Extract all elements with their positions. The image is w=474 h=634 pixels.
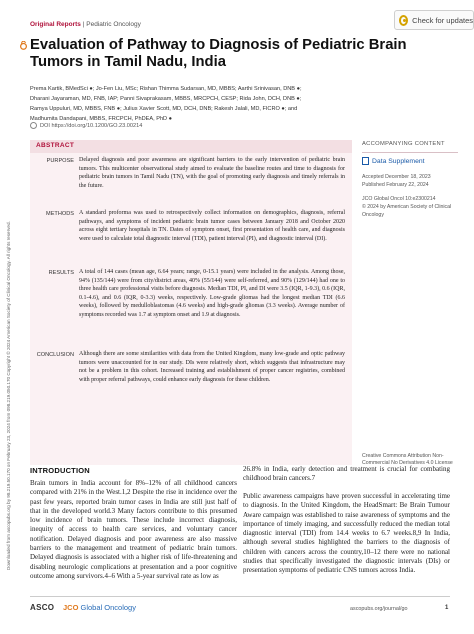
data-supplement-link[interactable] (362, 157, 425, 165)
journal-url[interactable]: ascopubs.org/journal/go (350, 606, 408, 612)
document-icon (362, 157, 369, 165)
results-text: A total of 144 cases (mean age, 6.64 years; range, 0-15.1 years) were included in the analysis. Among those, 94% (135/144) were from city/district areas, 40% (55/144) were self-referred, and 90% (129/144) had one to three health care professional visits before diagnosis. Median TDI, PI, and DI were 3.5 (IQR, 1-9.3), 0.6 (IQR, 0.1-4.6), and 0.6 (IQR, 0-3.3) weeks, respectively. Low-grade gliomas had the longest median TDI (6.6 weeks), followed by medulloblastomas (4.6 weeks) and high-grade gliomas (3.3 weeks). Average number of symptoms recorded was 1.7 at symptom onset and 1.9 at diagnosis. (79, 269, 345, 318)
data-supplement-label: Data Supplement (372, 157, 425, 165)
category-separator: | (82, 21, 85, 28)
license-text: Creative Commons Attribution Non-Commercial No Derivatives 4.0 License (362, 453, 453, 466)
author-line: Ramya Uppuluri, MD, MBBS, FNB ●; Julius Xavier Scott, MD, DCH, DNB; Rakesh Jalali, MD, FICRO ●; and (30, 106, 298, 112)
introduction-heading: INTRODUCTION (30, 466, 90, 475)
crossmark-icon (399, 15, 408, 26)
category-label[interactable]: Original Reports (30, 21, 81, 28)
methods-text: A standard proforma was used to retrospectively collect information on demographics, diagnosis, referral pathways, and symptoms of incident pediatric brain tumor cases between January 2018 and October 2020 across eight tertiary hospitals in TN. Dates of symptom onset, first presentation of health care, and diagnosis were used to calculate total diagnostic interval (TDI), patient interval (PI), and diagnostic interval (DI). (79, 210, 345, 242)
body-right-paragraph-1: 26.8% in India, early detection and treatment is crucial for combating childhood brain cancers.7 (243, 465, 450, 483)
check-for-updates-label: Check for updates (412, 15, 473, 25)
conclusion-label: CONCLUSION (36, 352, 74, 358)
divider (362, 152, 458, 153)
download-notice (6, 170, 20, 570)
purpose-text: Delayed diagnosis and poor awareness are significant barriers to the early intervention of pediatric brain tumors. This multicenter observational study aimed to evaluate the baseline routes and time to diagnosis for pediatric brain tumors in Tamil Nadu (TN), with the goal of promoting early diagnosis and timely referrals in the future. (79, 157, 345, 189)
article-category (30, 21, 141, 28)
results-label: RESULTS (48, 270, 74, 276)
body-left-column: Brain tumors in India account for 8%–12% of all childhood cancers compared with 21% in the West.1,2 Despite the rise in incidence over the past few years, reported brain tumor cases in India are still just half of that in the developed world.3 Many factors contribute to this presumed low incidence of brain tumors. These include incorrect diagnosis, inequity of access to health care services, and voluntary cancer notification. Delayed diagnosis and poor awareness are also massive barriers to the management and treatment of pediatric brain tumors. Delayed diagnosis is associated with a higher risk of life-threatening and disabling neurologic complications at presentation and a poor cognitive outcome among survivors.4–6 With a 5-year survival rate as low as (30, 479, 237, 580)
author-line: Dharani Jayaraman, MD, FNB, IAP; Panni Sivaprakasam, MBBS, MRCPCH, CESP; Rida John, DCH, DNB ●; (30, 96, 302, 102)
jco-logo-suffix: Global Oncology (80, 603, 136, 612)
accompanying-content-label: ACCOMPANYING CONTENT (362, 141, 445, 147)
check-for-updates-button[interactable] (394, 10, 474, 30)
purpose-label: PURPOSE (46, 158, 74, 164)
copyright-notice: © 2024 by American Society of Clinical Oncology (362, 204, 452, 218)
page-number: 1 (445, 605, 449, 611)
journal-citation: JCO Global Oncol 10:e2300214 (362, 196, 436, 202)
doi-icon (30, 122, 37, 129)
author-line: Prema Kartik, BMedSci ●; Jo-Fen Liu, MSc; Rishan Thimma Sudarsan, MD, MBBS; Aarthi Srinivasan, DNB ●; (30, 86, 302, 92)
doi-link[interactable] (30, 122, 142, 129)
author-line: Madhumita Dandapani, MBBS, FRCPCH, PhDEA, PhD ● (30, 116, 173, 122)
doi-text: DOI https://doi.org/10.1200/GO.23.00214 (40, 122, 143, 129)
jco-logo-prefix: JCO (63, 603, 79, 612)
asco-logo: ASCO (30, 603, 55, 612)
methods-label: METHODS (46, 211, 74, 217)
subcategory-label[interactable]: Pediatric Oncology (86, 21, 141, 28)
footer-divider (30, 596, 450, 597)
abstract-heading: ABSTRACT (36, 142, 75, 149)
published-date: Published February 22, 2024 (362, 182, 429, 188)
accepted-date: Accepted December 18, 2023 (362, 174, 431, 180)
conclusion-text: Although there are some similarities with data from the United Kingdom, many low-grade and optic pathway tumors were unaccounted for in our study. DIs were relatively short, which suggests that infrastructure may not be a problem in this cohort. Increased training and establishment of proper cancer registries, combined with proper referral pathways, could enhance early diagnosis for these children. (79, 351, 345, 383)
body-right-paragraph-2: Public awareness campaigns have proven successful in accelerating time to diagnosis. In the United Kingdom, the HeadSmart: Be Brain Tumour Aware campaign was established to raise awareness of symptoms and the importance of timely imaging, and successfully reduced the median total diagnostic interval (TDI) from 14.4 weeks to 6.7 weeks.8,9 In India, although several studies highlighted the barriers to the diagnosis of children with cancers across the country,10–12 there were no national studies that specifically investigated the diagnostic intervals (DIs) or presentation symptoms of pediatric CNS tumors across India. (243, 492, 450, 575)
article-title: Evaluation of Pathway to Diagnosis of Pediatric Brain Tumors in Tamil Nadu, India (30, 37, 407, 70)
jco-global-oncology-logo (63, 603, 136, 612)
download-notice-text: Downloaded from ascopubs.org by 98.219.50.170 on February 23, 2024 from 098.219.050.170 Copyright © 2024 American Society of Clinical Oncology. All rights reserved. (6, 221, 11, 570)
open-access-icon (19, 41, 28, 50)
abstract-header-bar (30, 140, 352, 153)
author-list (30, 84, 380, 124)
